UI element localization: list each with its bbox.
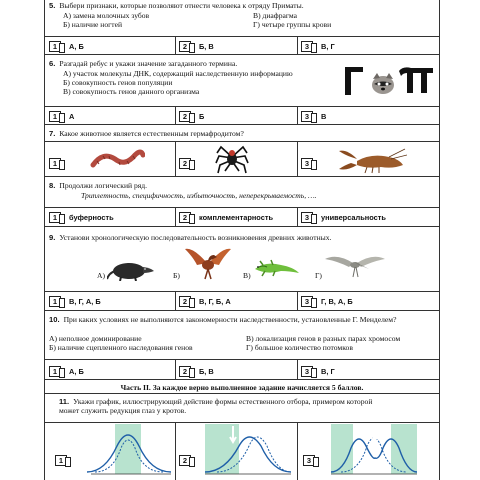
options xyxy=(63,69,343,96)
answer-row xyxy=(45,207,439,227)
options xyxy=(63,11,433,29)
selection-band xyxy=(391,424,417,474)
answer-option-1[interactable]: 1 В, Г, А, Б xyxy=(49,295,101,307)
selection-graph-1 xyxy=(85,422,173,476)
selection-graph-3 xyxy=(329,422,419,476)
option: Г) четыре группы крови xyxy=(253,20,332,29)
arrow-down-icon xyxy=(371,426,377,442)
pterosaur-icon xyxy=(323,249,387,279)
answer-option-1[interactable]: 1 xyxy=(49,157,61,169)
answer-option-3[interactable]: 3 В, Г xyxy=(301,365,335,377)
answer-option-3[interactable]: 3 универсальность xyxy=(301,211,386,223)
question-text: Выбери признаки, которые позволяют отнести человека к отряду Приматы. xyxy=(59,1,304,10)
question-6 xyxy=(45,55,439,125)
option-label: Б) xyxy=(173,271,180,280)
logic-series: Триплетность, специфичность, избыточность, неперекрываемость, …. xyxy=(81,191,317,200)
question-number: 9. xyxy=(49,233,56,242)
answer-row xyxy=(45,291,439,311)
test-page xyxy=(44,0,440,480)
answer-option-1[interactable]: 1 xyxy=(55,454,67,466)
answer-option-3[interactable]: 3 В, Г xyxy=(301,40,335,52)
answer-option-3[interactable]: 3 xyxy=(301,157,313,169)
answer-option-3[interactable]: 3 В xyxy=(301,110,326,122)
question-number: 11. xyxy=(59,397,70,406)
option: А) замена молочных зубов xyxy=(63,11,150,20)
crayfish-icon xyxy=(337,143,407,175)
answer-row xyxy=(45,106,439,124)
option: Б) совокупность генов популяции xyxy=(63,78,173,87)
question-text: При каких условиях не выполняются закономерности наследственности, установленные Г. Менделем? xyxy=(63,315,397,324)
question-5 xyxy=(45,0,439,55)
answer-option-2[interactable]: 2 Б, В xyxy=(179,365,214,377)
question-number: 7. xyxy=(49,129,56,138)
answer-row xyxy=(45,36,439,54)
question-10 xyxy=(45,311,439,380)
answer-option-1[interactable]: 1 А xyxy=(49,110,74,122)
selection-graph-2 xyxy=(203,422,293,476)
arrow-down-icon xyxy=(154,428,160,442)
answer-option-3[interactable]: 3 xyxy=(303,454,315,466)
answer-row xyxy=(45,359,439,380)
option: Б) наличие сцепленного наследования генов xyxy=(49,343,193,352)
answer-option-1[interactable]: 1 буферность xyxy=(49,211,114,223)
options xyxy=(49,334,433,352)
answer-option-1[interactable]: 1 А, Б xyxy=(49,40,84,52)
answer-option-2[interactable]: 2 В, Г, Б, А xyxy=(179,295,231,307)
question-text: Продолжи логический ряд. xyxy=(59,181,148,190)
option: А) неполное доминирование xyxy=(49,334,142,343)
answer-option-2[interactable]: 2 Б xyxy=(179,110,204,122)
answer-option-2[interactable]: 2 xyxy=(179,454,191,466)
earthworm-icon xyxy=(89,147,145,173)
section-title: Часть II. За каждое верно выполненное задание начисляется 5 баллов. xyxy=(120,383,364,392)
answer-option-2[interactable]: 2 xyxy=(179,157,191,169)
question-number: 6. xyxy=(49,59,56,68)
question-text: Установи хронологическую последовательность возникновения древних животных. xyxy=(59,233,332,242)
lizard-icon xyxy=(251,255,301,279)
spider-icon xyxy=(215,143,249,175)
question-8 xyxy=(45,177,439,227)
answer-option-3[interactable]: 3 Г, В, А, Б xyxy=(301,295,353,307)
archaeopteryx-icon xyxy=(183,243,233,281)
shrew-icon xyxy=(107,257,155,281)
option: Г) большое количество потомков xyxy=(246,343,353,352)
answer-option-2[interactable]: 2 комплементарность xyxy=(179,211,273,223)
option: В) диафрагма xyxy=(253,11,298,20)
question-text: Какое животное является естественным гермафродитом? xyxy=(59,129,244,138)
question-number: 5. xyxy=(49,1,56,10)
question-text: Разгадай ребус и укажи значение загаданного термина. xyxy=(59,59,238,68)
question-11 xyxy=(45,393,439,480)
question-number: 8. xyxy=(49,181,56,190)
option-label: В) xyxy=(243,271,251,280)
option: В) совокупность генов данного организма xyxy=(63,87,200,96)
answer-option-2[interactable]: 2 Б, В xyxy=(179,40,214,52)
question-text: Укажи график, иллюстрирующий действие формы естественного отбора, примером которой может служить редукция глаз у кротов. xyxy=(59,397,373,415)
option: А) участок молекулы ДНК, содержащий наследственную информацию xyxy=(63,69,293,78)
question-number: 10. xyxy=(49,315,60,324)
option: В) локализация генов в разных парах хромосом xyxy=(246,334,401,343)
rebus-icon xyxy=(341,63,437,97)
selection-band xyxy=(115,424,141,474)
option-label: Г) xyxy=(315,271,322,280)
arrow-down-icon xyxy=(96,428,102,442)
question-9 xyxy=(45,227,439,311)
question-7 xyxy=(45,125,439,177)
option: Б) наличие ногтей xyxy=(63,20,123,29)
option-label: А) xyxy=(97,271,106,280)
answer-option-1[interactable]: 1 А, Б xyxy=(49,365,84,377)
